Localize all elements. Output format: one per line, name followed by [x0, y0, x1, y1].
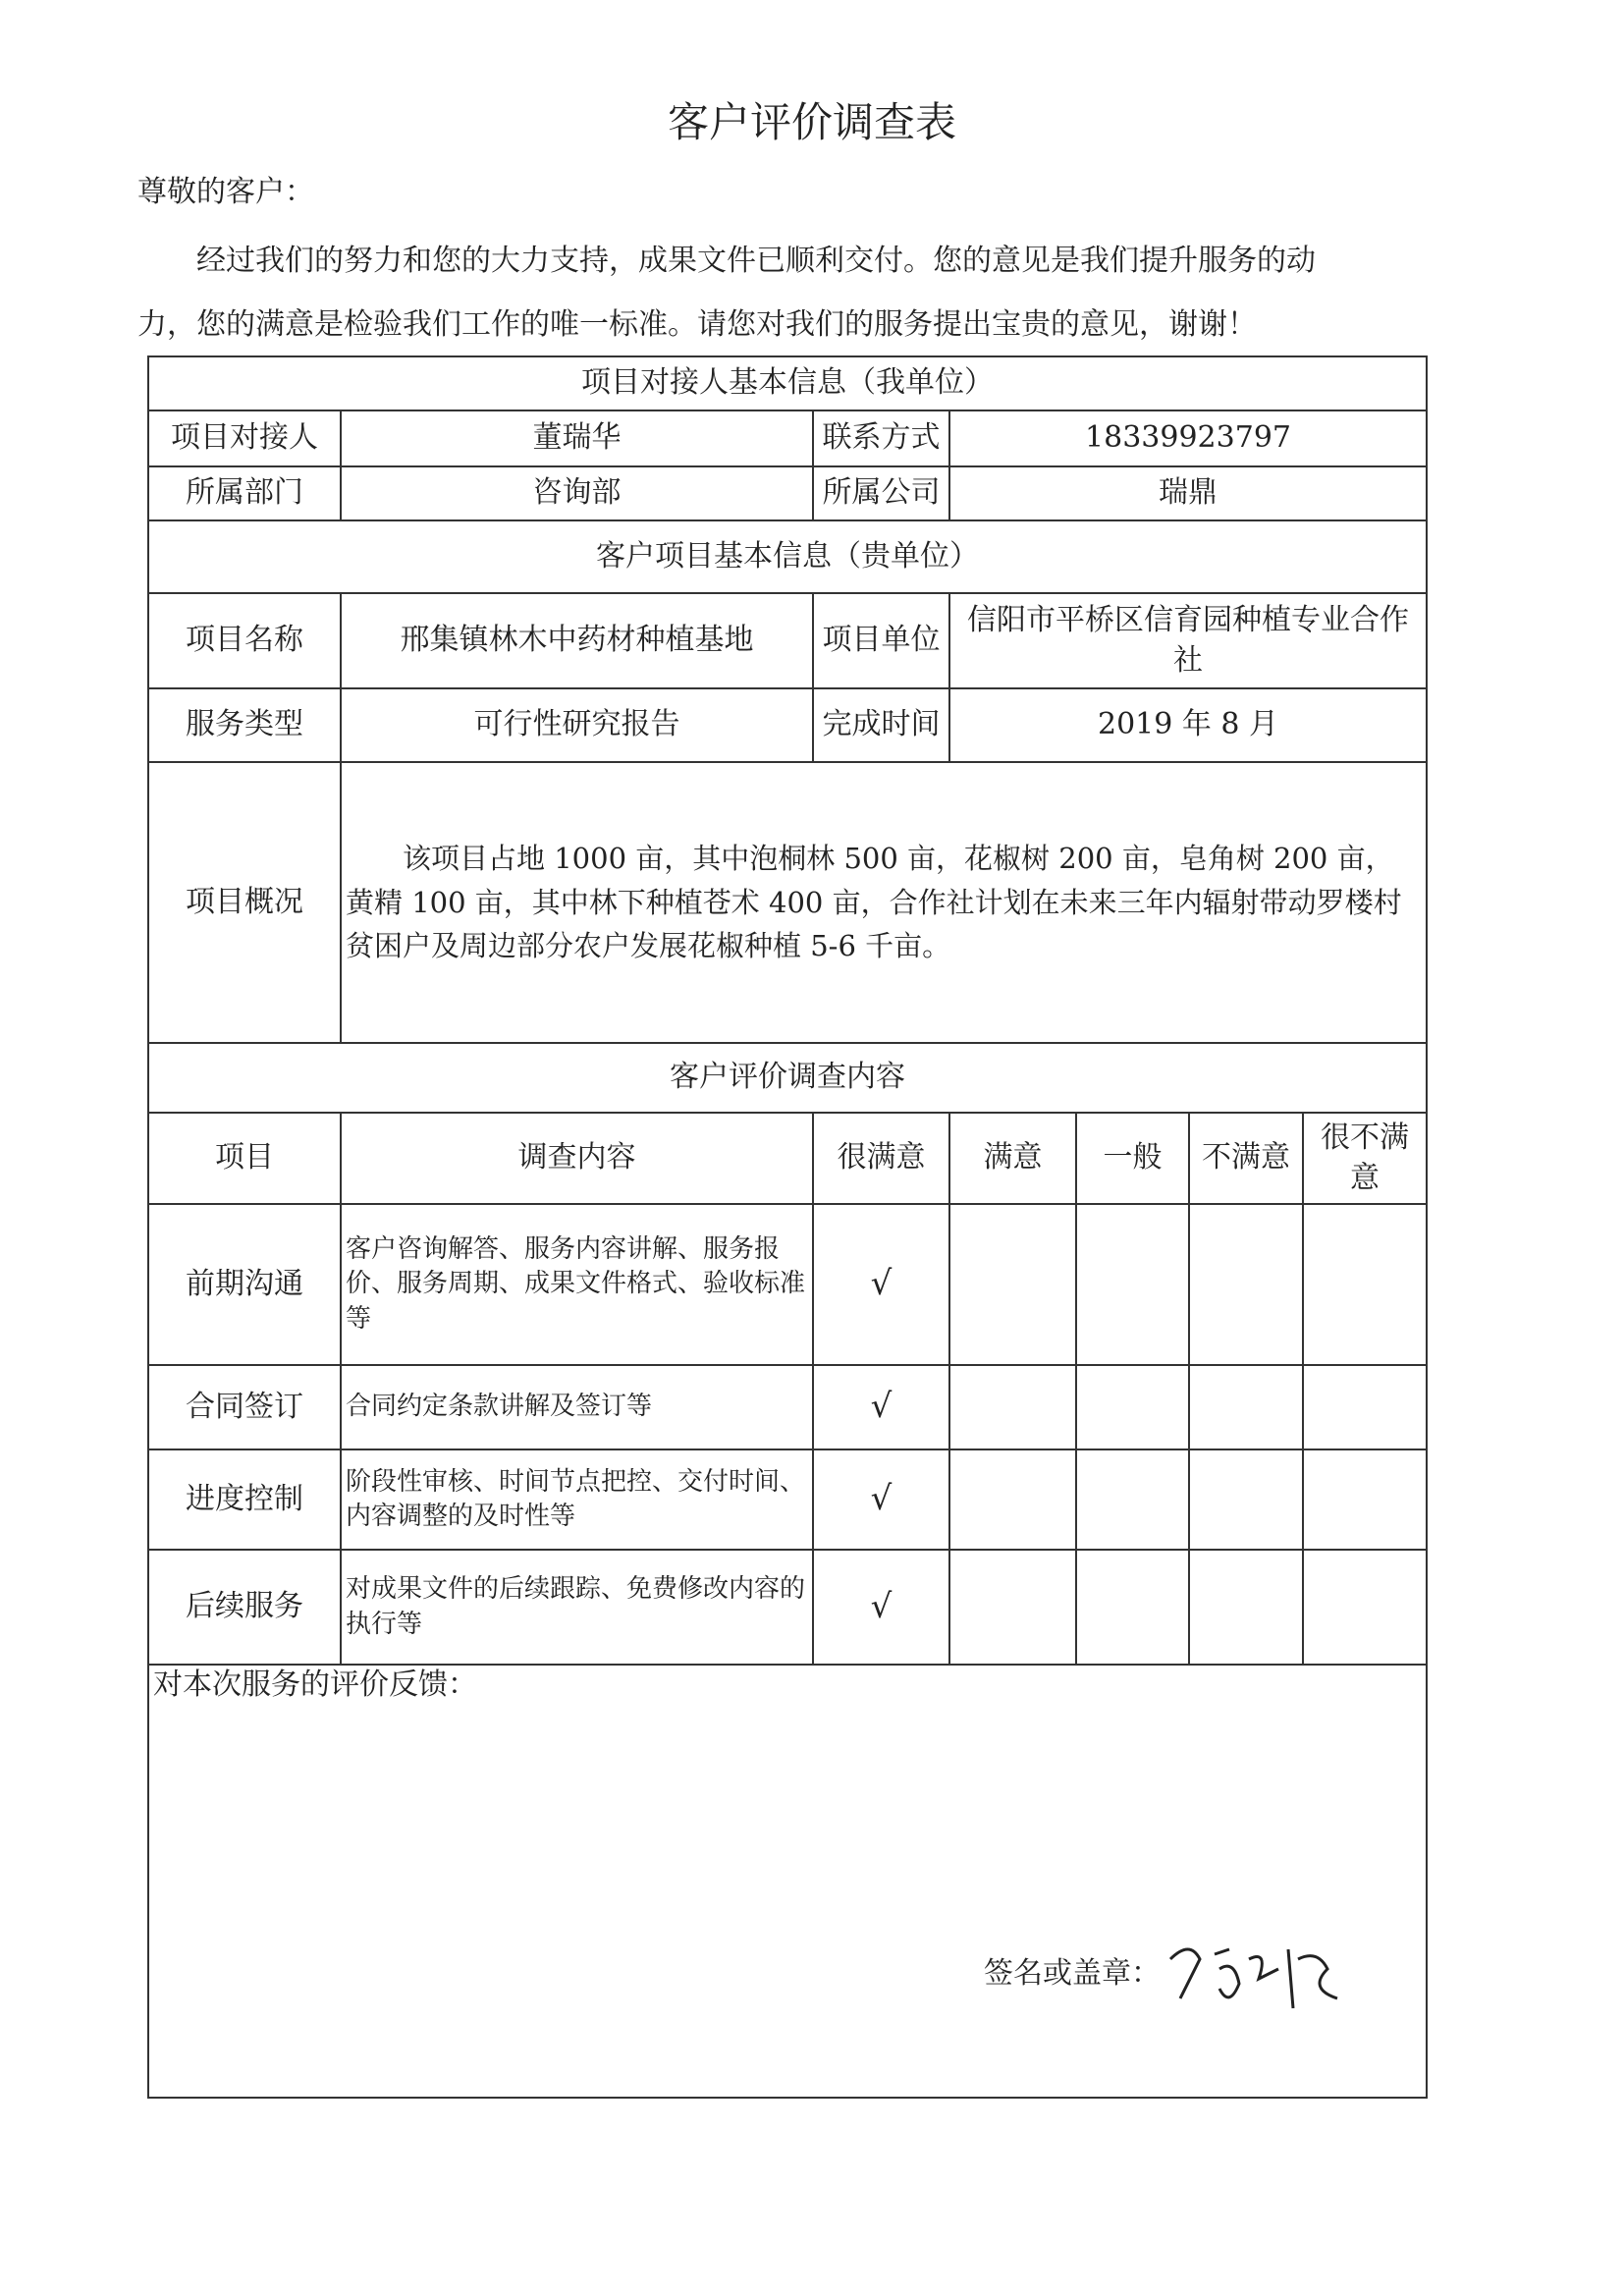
header-satisfied: 满意 — [949, 1113, 1076, 1204]
completion-time-label: 完成时间 — [813, 688, 949, 762]
rating-cell[interactable] — [1189, 1550, 1303, 1665]
intro-line-2: 力，您的满意是检验我们工作的唯一标准。请您对我们的服务提出宝贵的意见，谢谢！ — [137, 307, 1257, 342]
project-unit-value: 信阳市平桥区信育园种植专业合作社 — [949, 593, 1427, 688]
row-content: 对成果文件的后续跟踪、免费修改内容的执行等 — [341, 1550, 813, 1665]
header-average: 一般 — [1076, 1113, 1189, 1204]
rating-cell[interactable] — [1189, 1204, 1303, 1365]
intro-line-1: 经过我们的努力和您的大力支持，成果文件已顺利交付。您的意见是我们提升服务的动 — [196, 244, 1316, 278]
rating-cell[interactable] — [1303, 1365, 1427, 1449]
rating-cell[interactable] — [949, 1204, 1076, 1365]
service-type-value: 可行性研究报告 — [341, 688, 813, 762]
table-row — [148, 1449, 1427, 1550]
check-mark[interactable]: √ — [813, 1550, 949, 1665]
row-item: 进度控制 — [148, 1449, 341, 1550]
page-title: 客户评价调查表 — [667, 98, 956, 146]
row-item: 后续服务 — [148, 1550, 341, 1665]
overview-value: 该项目占地 1000 亩，其中泡桐林 500 亩，花椒树 200 亩，皂角树 200 亩，黄精 100 亩，其中林下种植苍术 400 亩，合作社计划在未来三年内辐射带动罗楼村贫困户及周边部分农户发展花椒种植 5-6 千亩。 — [341, 762, 1427, 1043]
rating-cell[interactable] — [1189, 1365, 1303, 1449]
signature-label: 签名或盖章： — [984, 1955, 1162, 1991]
rating-cell[interactable] — [1303, 1550, 1427, 1665]
rating-cell[interactable] — [1076, 1449, 1189, 1550]
project-name-label: 项目名称 — [148, 593, 341, 688]
phone-label: 联系方式 — [813, 410, 949, 466]
rating-cell[interactable] — [1076, 1204, 1189, 1365]
rating-cell[interactable] — [949, 1449, 1076, 1550]
check-mark[interactable]: √ — [813, 1204, 949, 1365]
project-name-value: 邢集镇林木中药材种植基地 — [341, 593, 813, 688]
dept-label: 所属部门 — [148, 466, 341, 520]
survey-title: 客户评价调查内容 — [148, 1043, 1427, 1113]
project-unit-label: 项目单位 — [813, 593, 949, 688]
contact-label: 项目对接人 — [148, 410, 341, 466]
header-very-satisfied: 很满意 — [813, 1113, 949, 1204]
signature-block — [984, 1930, 1357, 2018]
row-item: 前期沟通 — [148, 1204, 341, 1365]
section1-title: 项目对接人基本信息（我单位） — [148, 356, 1427, 410]
feedback-area[interactable] — [148, 1665, 1427, 2098]
rating-cell[interactable] — [1076, 1365, 1189, 1449]
section2-title: 客户项目基本信息（贵单位） — [148, 520, 1427, 593]
dept-value: 咨询部 — [341, 466, 813, 520]
handwritten-signature — [1161, 1930, 1357, 2018]
check-mark[interactable]: √ — [813, 1449, 949, 1550]
rating-cell[interactable] — [1303, 1204, 1427, 1365]
header-item: 项目 — [148, 1113, 341, 1204]
completion-time-value: 2019 年 8 月 — [949, 688, 1427, 762]
phone-value: 18339923797 — [949, 410, 1427, 466]
company-value: 瑞鼎 — [949, 466, 1427, 520]
survey-table — [147, 355, 1428, 2099]
greeting: 尊敬的客户： — [137, 175, 314, 209]
table-row — [148, 1204, 1427, 1365]
header-content: 调查内容 — [341, 1113, 813, 1204]
table-row — [148, 1550, 1427, 1665]
row-content: 合同约定条款讲解及签订等 — [341, 1365, 813, 1449]
table-row — [148, 1365, 1427, 1449]
company-label: 所属公司 — [813, 466, 949, 520]
check-mark[interactable]: √ — [813, 1365, 949, 1449]
rating-cell[interactable] — [949, 1550, 1076, 1665]
service-type-label: 服务类型 — [148, 688, 341, 762]
rating-cell[interactable] — [1303, 1449, 1427, 1550]
row-item: 合同签订 — [148, 1365, 341, 1449]
feedback-label: 对本次服务的评价反馈： — [153, 1667, 477, 1702]
header-unsatisfied: 不满意 — [1189, 1113, 1303, 1204]
rating-cell[interactable] — [1189, 1449, 1303, 1550]
row-content: 客户咨询解答、服务内容讲解、服务报价、服务周期、成果文件格式、验收标准等 — [341, 1204, 813, 1365]
rating-cell[interactable] — [1076, 1550, 1189, 1665]
overview-label: 项目概况 — [148, 762, 341, 1043]
header-very-unsatisfied: 很不满意 — [1303, 1113, 1427, 1204]
row-content: 阶段性审核、时间节点把控、交付时间、内容调整的及时性等 — [341, 1449, 813, 1550]
contact-value: 董瑞华 — [341, 410, 813, 466]
rating-cell[interactable] — [949, 1365, 1076, 1449]
